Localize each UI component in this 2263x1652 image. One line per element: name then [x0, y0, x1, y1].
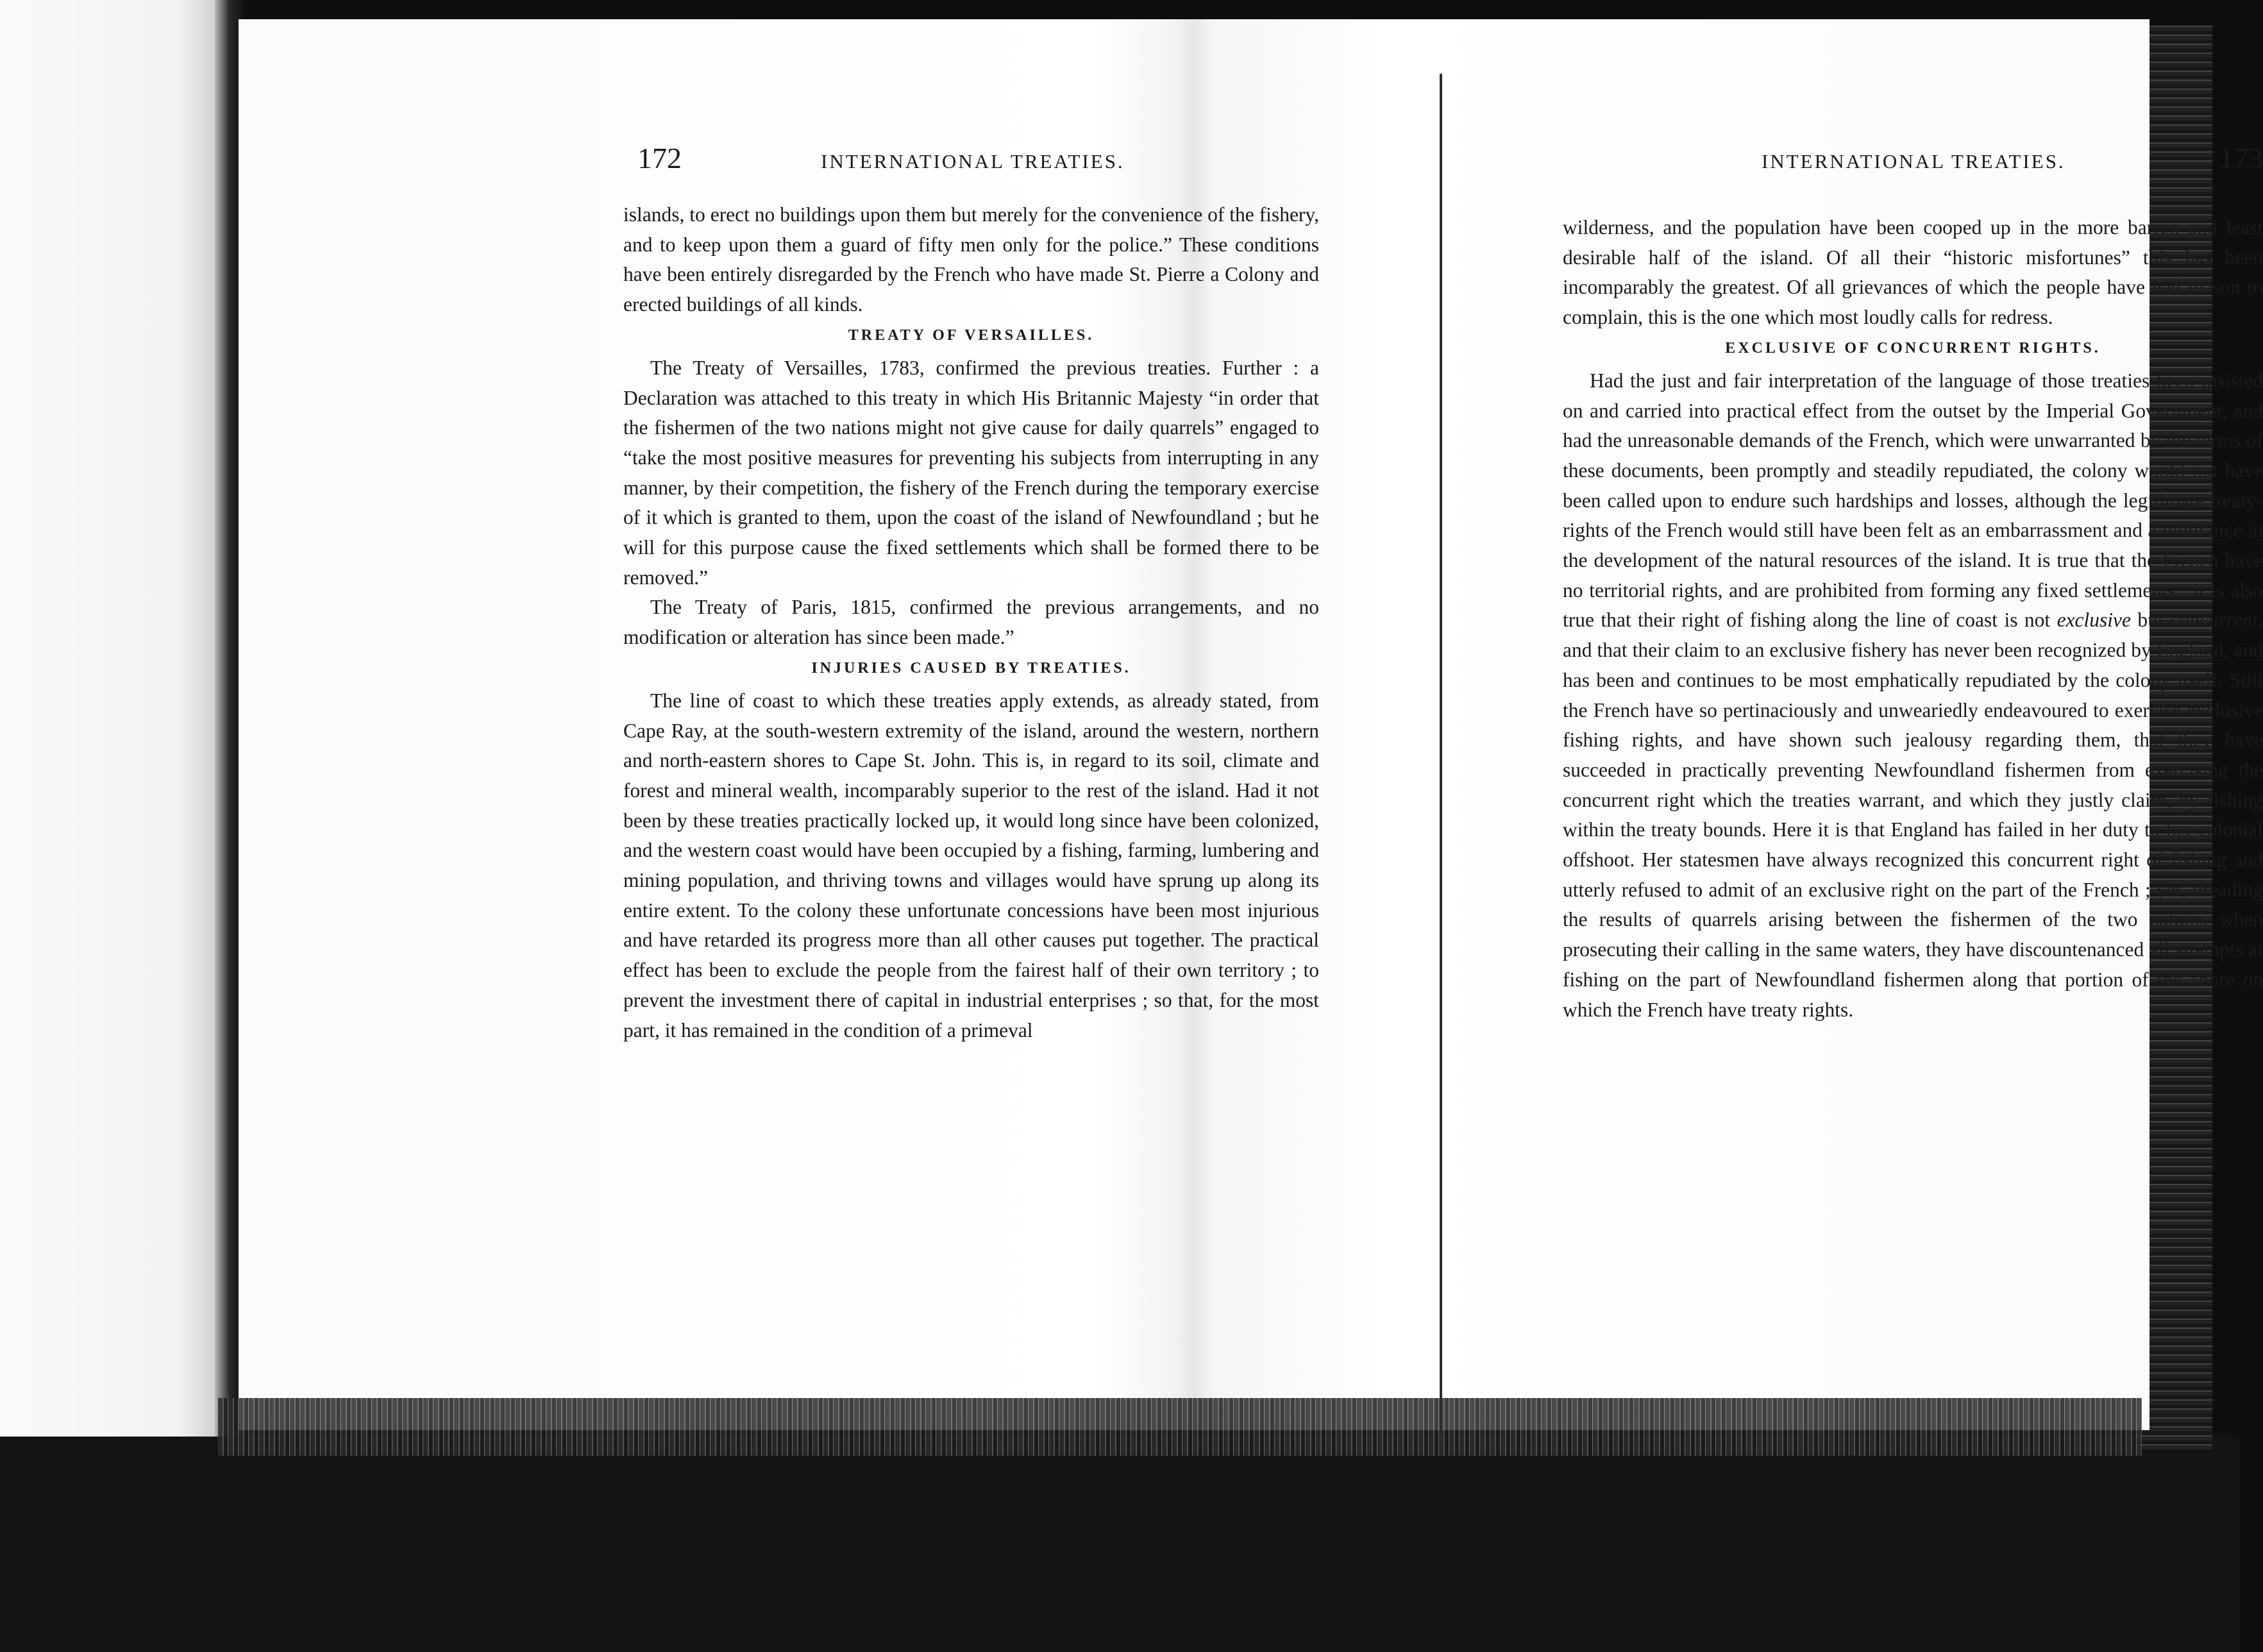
gutter-line [1440, 74, 1442, 1446]
adjacent-page-strip [0, 0, 224, 1652]
page-number: 172 [637, 142, 682, 174]
page-edges-bottom [218, 1398, 2142, 1456]
paragraph: The line of coast to which these treaties apply extends, as already stated, from Cape Ray, at the south-western extremity of the island, around the western, northern and north-eastern shores to Cape St. John. This is, in regard to its soil, climate and forest and mineral wealth, incomparably superior to the rest of the island. Had it not been by these treaties practically locked up, it would long since have been colonized, and the western coast would have been occupied by a fishing, farming, lumbering and mining population, and thriving towns and villages would have sprung up along its entire extent. To the colony these unfortunate concessions have been most injurious and have retarded its progress more than all other causes put together. The practical effect has been to exclude the people from the fairest half of their own territory ; to prevent the investment there of capital in industrial enterprises ; so that, for the most part, it has remained in the condition of a primeval [623, 689, 1319, 1041]
section-heading: TREATY OF VERSAILLES. [848, 326, 1095, 344]
page-body [623, 200, 1319, 1045]
paragraph: islands, to erect no buildings upon them but merely for the convenience of the fishery, and to keep upon them a guard of fifty men only for the police.” These conditions have been entirely disregarded by the French who have made St. Pierre a Colony and erected buildings of all kinds. [623, 203, 1319, 316]
running-head [1563, 141, 2263, 186]
text-run: but [2137, 609, 2164, 632]
page-number: 173 [2219, 142, 2263, 174]
emphasis: exclusive [2057, 609, 2131, 632]
running-head-title: INTERNATIONAL TREATIES. [1762, 150, 2065, 173]
section-heading: INJURIES CAUSED BY TREATIES. [811, 659, 1131, 677]
running-head [623, 141, 1319, 186]
paragraph: The Treaty of Paris, 1815, confirmed the previous arrangements, and no modification or alteration has since been made.” [623, 596, 1319, 649]
text-run: Had the just and fair interpretation of the language of those treaties been insisted on and carried into practical effect from the outset by the Imperial Government, and had the unreasonable demands of the French, which were unwarranted by the terms of these documents, been promptly and steadily repudiated, the colony would not have been called upon to endure such hardships and losses, although the legitimate treaty-rights of the French would still have been felt as an embarrassment and a hindrance in the development of the natural resources of the island. It is true that the French have no territorial rights, and are prohibited from forming any fixed settlements ; it is also true that their right of fishing along the line of coast is not [1563, 369, 2263, 632]
book-spread [239, 19, 2263, 1430]
paragraph: The Treaty of Versailles, 1783, confirmed the previous treaties. Further : a Declaration was attached to this treaty in which His Britannic Majesty “in order that the fishermen of the two nations might not give cause for daily quarrels” engaged to “take the most positive measures for preventing his subjects from interrupting in any manner, by their competition, the fishery of the French during the temporary exercise of it which is granted to them, upon the coast of the island of Newfoundland ; but he will for this purpose cause the fixed settlements which shall be formed there to be removed.” [623, 356, 1319, 589]
text-run: and that their claim to an exclusive fishery has never been recognized by England, and has been and continues to be most emphatically repudiated by the colony itself. Still the French have so pertinaciously and unweariedly endeavoured to exercise exclusive fishing rights, and have shown such jealousy regarding them, that they have succeeded in practically preventing Newfoundland fishermen from exercising the concurrent right which the treaties warrant, and which they justly claim, by fishing within the treaty bounds. Here it is that England has failed in her duty to her colonial offshoot. Her statesmen have always recognized this concurrent right of fishing and utterly refused to admit of an exclusive right on the part of the French ; yet, dreading the results of quarrels arising between the fishermen of the two nations when prosecuting their calling in the same waters, they have discountenanced all attempts at fishing on the part of Newfoundland fishermen along that portion of the shore on which the French have treaty rights. [1563, 639, 2263, 1021]
paragraph [1563, 366, 2263, 1025]
paragraph: wilderness, and the population have been cooped up in the more barren and least desirable half of the island. Of all their “historic misfortunes” this has been incomparably the greatest. Of all grievances of which the people have had reason to complain, this is the one which most loudly calls for redress. [1563, 216, 2263, 329]
section-heading: EXCLUSIVE OF CONCURRENT RIGHTS. [1725, 339, 2101, 357]
emphasis: concurrent, [2170, 609, 2263, 632]
running-head-title: INTERNATIONAL TREATIES. [821, 150, 1125, 173]
page-body [1563, 213, 2263, 1025]
scanner-background [0, 1437, 2239, 1652]
